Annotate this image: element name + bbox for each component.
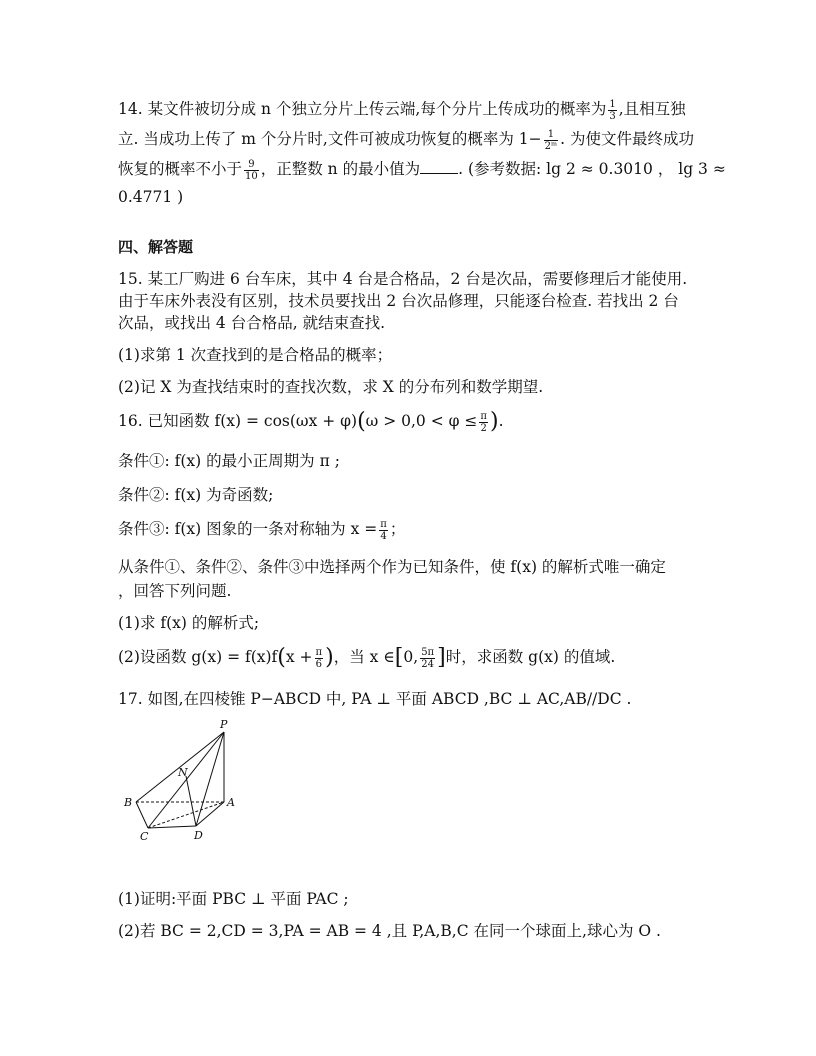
q14-line-4: 0.4771 ) bbox=[118, 188, 184, 206]
pyramid-diagram bbox=[118, 718, 248, 844]
q14-line-2: 立. 当成功上传了 m 个分片时,文件可被成功恢复的概率为 1− $\frac{1}{\text{2ᵐ}}$ . 为使文件最终成功 bbox=[118, 128, 694, 152]
fraction-one-over-2m: $\frac{1}{\text{2ᵐ}}$ bbox=[544, 128, 558, 152]
label-D: D bbox=[194, 829, 203, 842]
section-heading: 四、解答题 bbox=[118, 238, 194, 256]
label-P: P bbox=[220, 718, 228, 731]
fraction-nine-tenths: $\frac{9}{10}$ bbox=[245, 158, 258, 182]
q16-condition-2: 条件②: f(x) 为奇函数; bbox=[118, 486, 274, 504]
label-C: C bbox=[140, 830, 149, 843]
edge-BC bbox=[136, 802, 148, 828]
pyramid-figure bbox=[118, 718, 248, 844]
edge-PC bbox=[148, 732, 224, 828]
q16-part-2: (2)设函数 g(x) = f(x)f(x + $\frac{\pi}{6}$ )，当 x ∈[0, $\frac{5\pi}{24}$ ]时，求函数 g(x) 的值域. bbox=[118, 645, 616, 670]
fraction-pi-over-4: $\frac{\pi}{4}$ bbox=[380, 518, 387, 542]
q16-part-1: (1)求 f(x) 的解析式; bbox=[118, 614, 260, 632]
edge-CA-hidden bbox=[148, 802, 224, 828]
q17-line-1: 17. 如图,在四棱锥 P−ABCD 中, PA ⊥ 平面 ABCD ,BC ⊥ AC,AB//DC . bbox=[118, 690, 632, 708]
fraction-one-third: $\frac{1}{3}$ bbox=[609, 98, 616, 122]
edge-ND bbox=[186, 776, 196, 826]
edge-CD bbox=[148, 826, 196, 828]
q14-line-3: 恢复的概率不小于 $\frac{9}{10}$ ，正整数 n 的最小值为 . (参考数据: lg 2 ≈ 0.3010 ， lg 3 ≈ bbox=[118, 158, 726, 182]
fraction-pi-over-2: $\frac{\pi}{2}$ bbox=[480, 410, 487, 434]
label-A: A bbox=[227, 796, 235, 809]
edge-DA bbox=[196, 802, 224, 826]
answer-blank bbox=[420, 159, 458, 174]
q16-condition-3: 条件③: f(x) 图象的一条对称轴为 x = $\frac{\pi}{4}$ ； bbox=[118, 518, 406, 542]
fraction-5pi-over-24: $\frac{5\pi}{24}$ bbox=[421, 646, 435, 670]
q14-text: 14. 某文件被切分成 n 个独立分片上传云端,每个分片上传成功的概率为 bbox=[118, 100, 607, 118]
q17-part-1: (1)证明:平面 PBC ⊥ 平面 PAC ; bbox=[118, 890, 349, 908]
q16-condition-1: 条件①: f(x) 的最小正周期为 π ; bbox=[118, 452, 340, 470]
q16-line-1: 16. 已知函数 f(x) = cos(ωx + φ)(ω > 0,0 < φ ≤ $\frac{\pi}{2}$ ). bbox=[118, 409, 504, 434]
edge-PD bbox=[196, 732, 224, 826]
q15-line-2: 由于车床外表没有区别，技术员要找出 2 台次品修理，只能逐台检查. 若找出 2 台 bbox=[118, 292, 679, 310]
fraction-pi-over-6: $\frac{\pi}{6}$ bbox=[315, 646, 323, 670]
q15-line-1: 15. 某工厂购进 6 台车床，其中 4 台是合格品，2 台是次品，需要修理后才能使用. bbox=[118, 270, 688, 288]
label-B: B bbox=[124, 796, 133, 809]
q15-part-2: (2)记 X 为查找结束时的查找次数，求 X 的分布列和数学期望. bbox=[118, 378, 544, 396]
label-N: N bbox=[178, 766, 188, 779]
q16-line-6: ，回答下列问题. bbox=[118, 582, 232, 600]
q14-line-1: 14. 某文件被切分成 n 个独立分片上传云端,每个分片上传成功的概率为 $\frac{1}{3}$ ,且相互独 bbox=[118, 98, 686, 122]
q15-part-1: (1)求第 1 次查找到的是合格品的概率； bbox=[118, 346, 393, 364]
q16-line-5: 从条件①、条件②、条件③中选择两个作为已知条件，使 f(x) 的解析式唯一确定 bbox=[118, 558, 666, 576]
q17-part-2: (2)若 BC = 2,CD = 3,PA = AB = 4 ,且 P,A,B,C 在同一个球面上,球心为 O . bbox=[118, 922, 661, 940]
q15-line-3: 次品，或找出 4 台合格品, 就结束查找. bbox=[118, 314, 385, 332]
